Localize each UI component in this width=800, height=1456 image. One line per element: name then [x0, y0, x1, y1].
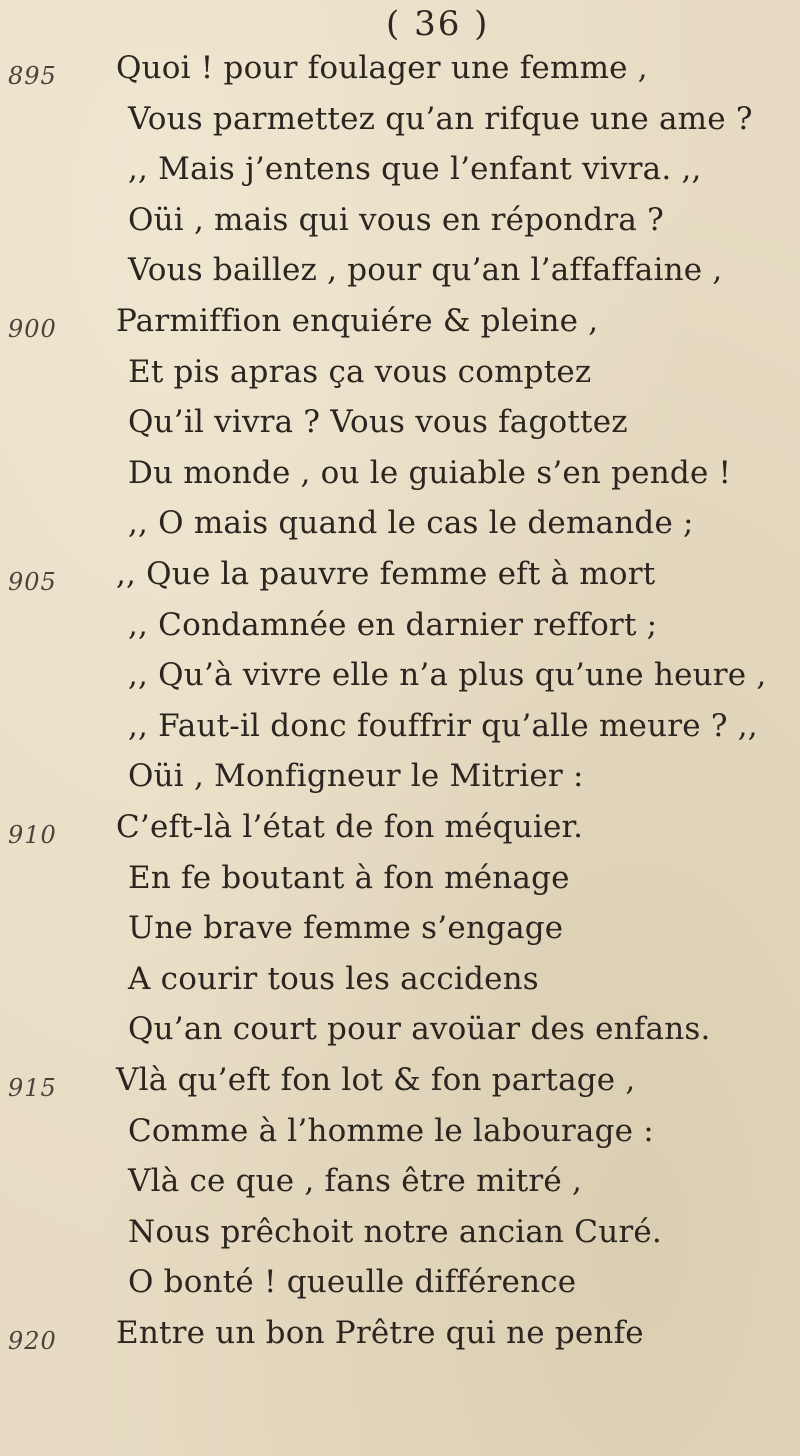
verse-number: 920	[8, 1327, 57, 1355]
verse-text: ,, Qu’à vivre elle n’a plus qu’une heure ,	[128, 657, 767, 694]
verse-text: Du monde , ou le guiable s’en pende !	[128, 454, 732, 491]
verse-number: 915	[8, 1074, 57, 1102]
verse-text: Oüi , Monfigneur le Mitrier :	[128, 758, 584, 795]
verse-text: Qu’an court pour avoüar des enfans.	[128, 1011, 711, 1048]
verse-number: 900	[8, 315, 57, 343]
verse-text: Comme à l’homme le labourage :	[128, 1112, 654, 1149]
verse-text: Nous prêchoit notre ancian Curé.	[128, 1213, 662, 1250]
verse-line	[0, 657, 800, 707]
verse-line	[0, 354, 800, 404]
verse-text: Vlà ce que , fans être mitré ,	[128, 1163, 583, 1200]
verse-line	[0, 607, 800, 657]
verse-number: 910	[8, 821, 57, 849]
verse-text: Parmiffion enquiére & pleine ,	[116, 303, 599, 339]
verse-text: Oüi , mais qui vous en répondra ?	[128, 201, 664, 238]
verse-text: Qu’il vivra ? Vous vous fagottez	[128, 404, 628, 441]
verse-line	[0, 505, 800, 555]
verse-line	[0, 1113, 800, 1163]
verse-line	[0, 1011, 800, 1061]
verse-line	[0, 1163, 800, 1213]
verse-line	[0, 151, 800, 201]
verse-line	[0, 101, 800, 151]
verse-line	[0, 1062, 800, 1112]
verse-number: 905	[8, 568, 57, 596]
verse-text: A courir tous les accidens	[128, 960, 539, 997]
verse-line	[0, 1264, 800, 1314]
verse-line	[0, 556, 800, 606]
verse-line	[0, 1315, 800, 1365]
verse-text: ,, Mais j’entens que l’enfant vivra. ,,	[128, 151, 702, 188]
page-number: ( 36 )	[386, 4, 490, 44]
verse-text: Et pis apras ça vous comptez	[128, 353, 592, 390]
verse-line	[0, 50, 800, 100]
verse-line	[0, 404, 800, 454]
verse-line	[0, 961, 800, 1011]
verse-text: En fe boutant à fon ménage	[128, 859, 570, 896]
verse-line	[0, 860, 800, 910]
verse-text: ,, O mais quand le cas le demande ;	[128, 505, 694, 542]
verse-number: 895	[8, 62, 57, 90]
verse-line	[0, 758, 800, 808]
verse-text: Une brave femme s’engage	[128, 910, 564, 947]
verse-line	[0, 455, 800, 505]
verse-text: Entre un bon Prêtre qui ne penfe	[116, 1315, 644, 1351]
verse-text: ,, Faut-il donc fouffrir qu’alle meure ? ,,	[128, 707, 758, 744]
verse-text: ,, Que la pauvre femme eft à mort	[116, 556, 656, 592]
verse-line	[0, 910, 800, 960]
verse-line	[0, 202, 800, 252]
verse-text: Vlà qu’eft fon lot & fon partage ,	[116, 1062, 636, 1098]
verse-line	[0, 809, 800, 859]
verse-text: Vous parmettez qu’an rifque une ame ?	[128, 100, 753, 137]
verse-text: ,, Condamnée en darnier reffort ;	[128, 606, 658, 643]
verse-line	[0, 303, 800, 353]
verse-text: Quoi ! pour foulager une femme ,	[116, 50, 648, 86]
verse-text: Vous baillez , pour qu’an l’affaffaine ,	[128, 252, 723, 289]
verse-text: O bonté ! queulle différence	[128, 1264, 577, 1301]
verse-text: C’eft-là l’état de fon méquier.	[116, 809, 584, 845]
verse-line	[0, 1214, 800, 1264]
verse-line	[0, 252, 800, 302]
verse-line	[0, 708, 800, 758]
